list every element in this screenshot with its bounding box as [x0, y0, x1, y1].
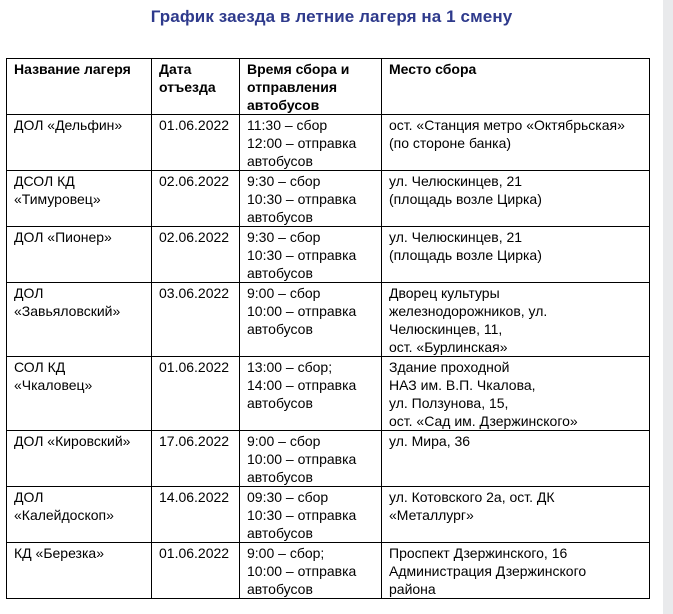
header-text: Время сбора и	[247, 61, 350, 77]
place-line: (по стороне банка)	[389, 135, 512, 151]
camp-name: ДОЛ	[14, 285, 44, 301]
table-row	[7, 283, 650, 357]
time-line: 11:30 – сбор	[247, 117, 328, 133]
header-text: отъезда	[159, 79, 216, 95]
gathering-time-cell	[240, 227, 382, 283]
camp-name: ДСОЛ КД	[14, 173, 75, 189]
place-line: Здание проходной	[389, 359, 510, 375]
gathering-place-cell	[382, 283, 650, 357]
camp-name: «Калейдоскоп»	[14, 507, 114, 523]
departure-date-cell	[152, 227, 240, 283]
header-gathering-place	[382, 59, 650, 115]
camp-name-cell	[7, 431, 152, 487]
camp-name-cell	[7, 171, 152, 227]
place-line: НАЗ им. В.П. Чкалова,	[389, 377, 536, 393]
time-line: 9:00 – сбор	[247, 433, 321, 449]
place-line: Дворец культуры	[389, 285, 500, 301]
header-gathering-time	[240, 59, 382, 115]
departure-date: 01.06.2022	[159, 545, 230, 561]
gathering-time-cell	[240, 115, 382, 171]
gathering-time-cell	[240, 283, 382, 357]
time-line: 10:30 – отправка	[247, 191, 357, 207]
gathering-place-cell	[382, 431, 650, 487]
gathering-place-cell	[382, 487, 650, 543]
header-text: Место сбора	[389, 61, 477, 77]
header-departure-date	[152, 59, 240, 115]
gathering-place-cell	[382, 227, 650, 283]
gathering-place-cell	[382, 543, 650, 599]
time-line: 14:00 – отправка	[247, 377, 357, 393]
time-line: 9:30 – сбор	[247, 173, 321, 189]
place-line: (площадь возле Цирка)	[389, 247, 542, 263]
scrollbar-gutter	[663, 0, 673, 614]
time-line: автобусов	[247, 395, 313, 411]
departure-date: 17.06.2022	[159, 433, 230, 449]
departure-date-cell	[152, 171, 240, 227]
camp-name-cell	[7, 487, 152, 543]
gathering-time-cell	[240, 543, 382, 599]
place-line: «Металлург»	[389, 507, 474, 523]
time-line: автобусов	[247, 321, 313, 337]
gathering-time-cell	[240, 357, 382, 431]
time-line: 12:00 – отправка	[247, 135, 357, 151]
time-line: автобусов	[247, 153, 313, 169]
time-line: 10:30 – отправка	[247, 507, 357, 523]
camp-name: ДОЛ «Дельфин»	[14, 117, 123, 133]
departure-date: 03.06.2022	[159, 285, 230, 301]
header-text: Название лагеря	[14, 61, 131, 77]
camp-schedule-table	[6, 58, 650, 599]
departure-date-cell	[152, 431, 240, 487]
departure-date-cell	[152, 115, 240, 171]
place-line: ул. Челюскинцев, 21	[389, 173, 523, 189]
time-line: автобусов	[247, 469, 313, 485]
camp-name-cell	[7, 283, 152, 357]
time-line: 9:00 – сбор;	[247, 545, 325, 561]
camp-name: «Чкаловец»	[14, 377, 93, 393]
departure-date: 01.06.2022	[159, 117, 230, 133]
place-line: Администрация Дзержинского	[389, 563, 587, 579]
place-line: ул. Челюскинцев, 21	[389, 229, 523, 245]
camp-name: СОЛ КД	[14, 359, 66, 375]
place-line: ост. «Станция метро «Октябрьская»	[389, 117, 625, 133]
camp-name: ДОЛ	[14, 489, 44, 505]
header-text: автобусов	[247, 97, 320, 113]
time-line: 10:00 – отправка	[247, 563, 357, 579]
time-line: автобусов	[247, 265, 313, 281]
time-line: 9:00 – сбор	[247, 285, 321, 301]
table-row	[7, 227, 650, 283]
camp-name: ДОЛ «Пионер»	[14, 229, 112, 245]
gathering-place-cell	[382, 357, 650, 431]
place-line: ул. Ползунова, 15,	[389, 395, 509, 411]
gathering-time-cell	[240, 431, 382, 487]
camp-name-cell	[7, 357, 152, 431]
departure-date-cell	[152, 357, 240, 431]
time-line: 9:30 – сбор	[247, 229, 321, 245]
time-line: 09:30 – сбор	[247, 489, 329, 505]
table-row	[7, 171, 650, 227]
place-line: (площадь возле Цирка)	[389, 191, 542, 207]
camp-name-cell	[7, 227, 152, 283]
time-line: 10:00 – отправка	[247, 303, 357, 319]
header-text: отправления	[247, 79, 338, 95]
camp-name: ДОЛ «Кировский»	[14, 433, 131, 449]
time-line: автобусов	[247, 525, 313, 541]
header-camp-name	[7, 59, 152, 115]
camp-name-cell	[7, 543, 152, 599]
gathering-place-cell	[382, 115, 650, 171]
departure-date: 14.06.2022	[159, 489, 230, 505]
table-row	[7, 487, 650, 543]
gathering-time-cell	[240, 487, 382, 543]
place-line: железнодорожников, ул.	[389, 303, 548, 319]
camp-name: КД «Березка»	[14, 545, 104, 561]
time-line: автобусов	[247, 581, 313, 597]
time-line: автобусов	[247, 209, 313, 225]
departure-date-cell	[152, 543, 240, 599]
camp-name-cell	[7, 115, 152, 171]
departure-date: 02.06.2022	[159, 229, 230, 245]
page-title: График заезда в летние лагеря на 1 смену	[150, 7, 513, 26]
departure-date: 02.06.2022	[159, 173, 230, 189]
header-text: Дата	[159, 61, 192, 77]
table-row	[7, 357, 650, 431]
departure-date: 01.06.2022	[159, 359, 230, 375]
table-row	[7, 431, 650, 487]
camp-name: «Тимуровец»	[14, 191, 101, 207]
table-row	[7, 543, 650, 599]
place-line: ост. «Сад им. Дзержинского»	[389, 413, 578, 429]
place-line: Челюскинцев, 11,	[389, 321, 503, 337]
place-line: Проспект Дзержинского, 16	[389, 545, 568, 561]
gathering-place-cell	[382, 171, 650, 227]
time-line: 10:30 – отправка	[247, 247, 357, 263]
table-row	[7, 115, 650, 171]
time-line: 13:00 – сбор;	[247, 359, 333, 375]
place-line: ост. «Бурлинская»	[389, 339, 508, 355]
place-line: ул. Мира, 36	[389, 433, 471, 449]
table-header-row	[7, 59, 650, 115]
place-line: ул. Котовского 2а, ост. ДК	[389, 489, 555, 505]
time-line: 10:00 – отправка	[247, 451, 357, 467]
departure-date-cell	[152, 283, 240, 357]
place-line: района	[389, 581, 436, 597]
gathering-time-cell	[240, 171, 382, 227]
departure-date-cell	[152, 487, 240, 543]
camp-name: «Завьяловский»	[14, 303, 121, 319]
